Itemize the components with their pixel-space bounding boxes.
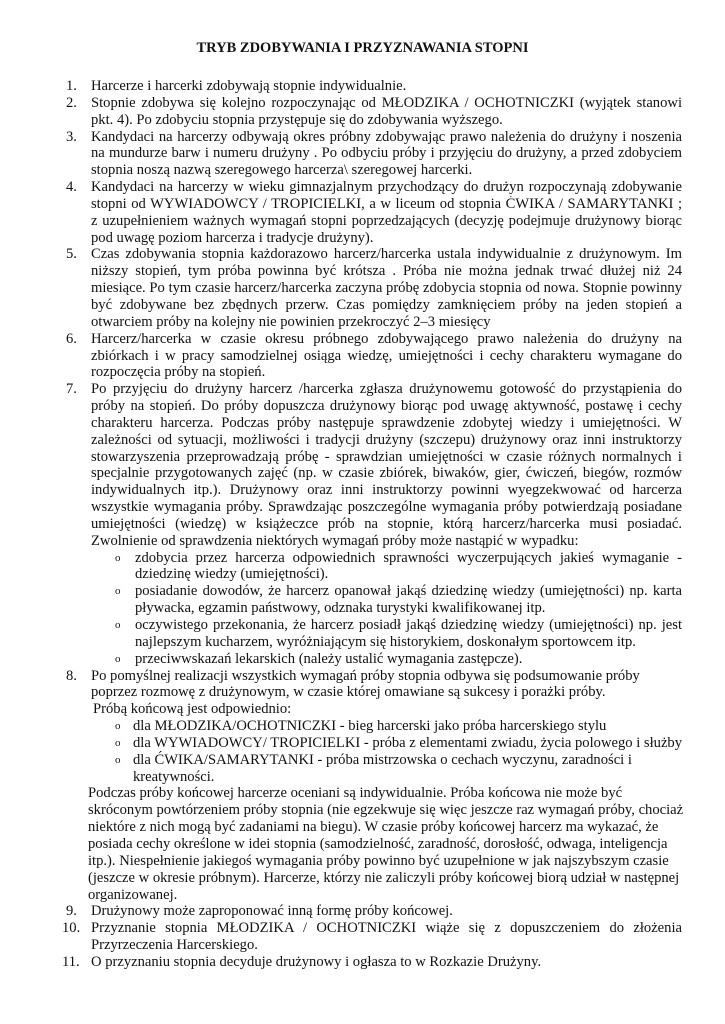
text-line: być zdobywane bez zbędnych przerw. Czas pomiędzy zamknięciem próby na jeden stopień a bbox=[91, 296, 682, 313]
text-line: itp.). Niespełnienie jakiegoś wymagania próby powinno być uzupełnione w jak najszybszym czasie bbox=[88, 852, 669, 869]
list-item-line bbox=[0, 364, 725, 381]
bullet-item-line bbox=[0, 550, 725, 567]
text-line: Drużynowy może zaproponować inną formę próby końcowej. bbox=[91, 903, 453, 920]
list-number: 10. bbox=[62, 920, 81, 937]
text-line: rozpoczęcia próby na stopień. bbox=[91, 364, 266, 381]
text-line: pkt. 4). Po zdobyciu stopnia przystępuje się do zdobywania wyższego. bbox=[91, 111, 503, 128]
document-title: TRYB ZDOBYWANIA I PRZYZNAWANIA STOPNI bbox=[196, 40, 529, 56]
text-line: dla ĆWIKA/SAMARYTANKI - próba mistrzowska o cechach wyczynu, zaradności i bbox=[133, 751, 632, 768]
list-number: 8. bbox=[66, 667, 77, 684]
list-item-line bbox=[0, 213, 725, 230]
text-line: Kandydaci na harcerzy w wieku gimnazjalnym przychodzący do drużyn rozpoczynają zdobywanie bbox=[91, 179, 682, 196]
list-item-line bbox=[0, 314, 725, 331]
list-item-line bbox=[0, 482, 725, 499]
list-number: 3. bbox=[66, 128, 77, 145]
bullet-item-line bbox=[0, 634, 725, 651]
text-line: miesiące. Po tym czasie harcerz/harcerka zaczyna próbę zdobycia stopnia od nowa. Stopnie powinny bbox=[91, 280, 682, 297]
paragraph-line bbox=[0, 853, 725, 870]
text-line: Harcerze i harcerki zdobywają stopnie indywidualnie. bbox=[91, 78, 407, 94]
text-line: zależności od sytuacji, możliwości i tradycji drużyny (szczepu) drużynowy oraz inni instruktorzy bbox=[91, 431, 682, 448]
text-line: wszystkie wymagania próby. Sprawdzając poszczególne wymagania próby potwierdzają posiadane bbox=[91, 499, 682, 516]
list-item-line bbox=[0, 95, 725, 112]
list-item-line bbox=[0, 246, 725, 263]
bullet-item-line bbox=[0, 600, 725, 617]
list-item-line bbox=[0, 179, 725, 196]
text-line: posiadanie dowodów, że harcerz opanował jakąś dziedzinę wiedzy (umiejętności) np. karta bbox=[135, 583, 682, 600]
text-line: na mundurze barw i numeru drużyny . Po odbyciu próby i przyjęciu do drużyny, a przed zdobyciem bbox=[91, 145, 682, 162]
text-line: dla MŁODZIKA/OCHOTNICZKI - bieg harcerski jako próba harcerskiego stylu bbox=[133, 718, 607, 735]
text-line: Stopnie zdobywa się kolejno rozpoczynając od MŁODZIKA / OCHOTNICZKI (wyjątek stanowi bbox=[91, 94, 682, 111]
paragraph-line bbox=[0, 819, 725, 836]
bullet-item-line bbox=[0, 735, 725, 752]
list-item-line bbox=[0, 920, 725, 937]
list-item-line bbox=[0, 348, 725, 365]
list-item-line bbox=[0, 129, 725, 146]
list-number: 1. bbox=[66, 78, 77, 94]
text-line: umiejętności (wiedzę) w książeczce prób na stopnie, którą harcerz/harcerka musi posiadać. bbox=[91, 515, 682, 532]
list-item-line bbox=[0, 516, 725, 533]
bullet-circle-icon: o bbox=[115, 619, 121, 631]
list-item-line bbox=[0, 701, 725, 718]
bullet-item-line bbox=[0, 566, 725, 583]
text-line: Zwolnienie od sprawdzenia niektórych wymagań próby może nastąpić w wypadku: bbox=[91, 532, 579, 549]
text-line: Po pomyślnej realizacji wszystkich wymagań próby stopnia odbywa się podsumowanie próby bbox=[91, 667, 640, 684]
text-line: Podczas próby końcowej harcerze oceniani są indywidualnie. Próba końcowa nie może być bbox=[88, 785, 623, 802]
list-item-line bbox=[0, 533, 725, 550]
paragraph-line bbox=[0, 802, 725, 819]
text-line: poprzez rozmowę z drużynowym, w czasie której omawiane są sukcesy i porażki próby. bbox=[91, 684, 606, 701]
list-number: 9. bbox=[66, 903, 77, 920]
list-number: 7. bbox=[66, 381, 77, 398]
text-line: Harcerz/harcerka w czasie okresu próbnego zdobywającego prawo należenia do drużyny na bbox=[91, 330, 682, 347]
list-item-line bbox=[0, 449, 725, 466]
list-item-line bbox=[0, 263, 725, 280]
list-item-line bbox=[0, 331, 725, 348]
bullet-circle-icon: o bbox=[115, 585, 121, 598]
list-item-line bbox=[0, 499, 725, 516]
text-line: skróconym powtórzeniem próby stopnia (nie egzekwuje się więc jeszcze raz wymagań próby, chociaż bbox=[88, 802, 684, 819]
text-line: przeciwwskazań lekarskich (należy ustalić wymagania zastępcze). bbox=[135, 650, 523, 667]
list-number: 11. bbox=[62, 953, 80, 970]
list-number: 5. bbox=[66, 246, 77, 263]
text-line: Próbą końcową jest odpowiednio: bbox=[93, 701, 292, 718]
text-line: dla WYWIADOWCY/ TROPICIELKI - próba z elementami zwiadu, życia polowego i służby bbox=[133, 734, 683, 751]
list-item-line bbox=[0, 684, 725, 701]
bullet-item-line bbox=[0, 718, 725, 735]
list-item-line bbox=[0, 903, 725, 920]
text-line: posiada cechy określone w idei stopnia (samodzielność, zaradność, dorosłość, odwaga, inteligencja bbox=[88, 835, 668, 852]
list-item-line bbox=[0, 230, 725, 247]
list-item-line bbox=[0, 196, 725, 213]
text-line: niektóre z nich mogą być zadaniami na biegu). W czasie próby końcowej harcerz ma wykazać, że bbox=[88, 819, 659, 836]
bullet-circle-icon: o bbox=[115, 551, 121, 564]
list-item-line bbox=[0, 381, 725, 398]
text-line: (jeszcze w okresie próbnym). Harcerze, którzy nie zaliczyli próby końcowej biorą udział w następnej bbox=[88, 869, 680, 886]
text-line: stopnia noszą nazwą szeregowego harcerza\ szeregowej harcerki. bbox=[91, 162, 473, 179]
list-item-line bbox=[0, 280, 725, 297]
list-item-line bbox=[0, 937, 725, 954]
bullet-circle-icon: o bbox=[115, 736, 121, 749]
text-line: otwarciem próby na kolejny nie powinien przekroczyć 2–3 miesięcy bbox=[91, 313, 491, 330]
list-item-line bbox=[0, 954, 725, 971]
bullet-item-line bbox=[0, 651, 725, 668]
text-line: Kandydaci na harcerzy odbywają okres próbny zdobywając prawo należenia do drużyny i noszenia bbox=[91, 128, 682, 145]
text-line: niższy stopień, tym próba powinna być krótsza . Próba nie można jednak trwać dłużej niż 24 bbox=[91, 263, 682, 280]
text-line: indywidualnych itp.). Drużynowy oraz inni instruktorzy powinni wyegzekwować od harcerza bbox=[91, 482, 682, 499]
text-line: specjalnie przygotowanych zajęć (np. w czasie zbiórek, biwaków, gier, ćwiczeń, biegów, rozmów bbox=[91, 465, 682, 482]
list-item-line bbox=[0, 162, 725, 179]
list-item-line bbox=[0, 432, 725, 449]
list-number: 4. bbox=[66, 179, 77, 196]
paragraph-line bbox=[0, 870, 725, 887]
bullet-item-line bbox=[0, 752, 725, 769]
text-line: charakteru harcerza. Podczas próby następuje sprawdzenie zdobytej wiedzy i umiejętności. W bbox=[91, 414, 682, 431]
text-line: O przyznaniu stopnia decyduje drużynowy i ogłasza to w Rozkazie Drużyny. bbox=[91, 953, 542, 970]
paragraph-line bbox=[0, 887, 725, 904]
text-line: organizowanej. bbox=[88, 886, 178, 903]
text-line: stopni od WYWIADOWCY / TROPICIELKI, a w liceum od stopnia ĆWIKA / SAMARYTANKI ; bbox=[91, 195, 682, 212]
bullet-item-line bbox=[0, 769, 725, 786]
list-number: 6. bbox=[66, 330, 77, 347]
numbered-list bbox=[0, 78, 725, 971]
list-item-line bbox=[0, 112, 725, 129]
text-line: pływacka, egzamin państwowy, odznaka turystyki kwalifikowanej itp. bbox=[135, 600, 546, 617]
list-item-line bbox=[0, 297, 725, 314]
list-item-line bbox=[0, 668, 725, 685]
text-line: kreatywności. bbox=[133, 768, 215, 785]
text-line: próby na stopień. Do próby dopuszcza drużynowy biorąc pod uwagę aktywność, postawę i cechy bbox=[91, 398, 682, 415]
text-line: stowarzyszenia przeprowadzają próbę - sprawdzian umiejętności w czasie różnych normalnych i bbox=[91, 448, 682, 465]
list-item-line bbox=[0, 465, 725, 482]
list-item-line bbox=[0, 415, 725, 432]
text-line: oczywistego przekonania, że harcerz posiadł jakąś dziedzinę wiedzy (umiejętności) np. jest bbox=[135, 617, 682, 633]
text-line: zbiórkach i w pracy samodzielnej osiąga wiedzę, umiejętności i cechy charakteru wymagane do bbox=[91, 347, 682, 364]
list-number: 2. bbox=[66, 94, 77, 111]
list-item-line bbox=[0, 78, 725, 95]
bullet-item-line bbox=[0, 583, 725, 600]
bullet-circle-icon: o bbox=[115, 720, 121, 733]
bullet-circle-icon: o bbox=[115, 753, 121, 766]
text-line: zdobycia przez harcerza odpowiednich sprawności wyczerpujących jakieś wymaganie - bbox=[135, 549, 682, 566]
paragraph-line bbox=[0, 836, 725, 853]
text-line: Przyrzeczenia Harcerskiego. bbox=[91, 937, 258, 954]
text-line: dziedzinę wiedzy (umiejętności). bbox=[135, 566, 329, 583]
text-line: z uzupełnieniem ważnych wymagań stopni poprzedzających (decyzję podejmuje drużynowy biorąc bbox=[91, 212, 682, 229]
text-line: Czas zdobywania stopnia każdorazowo harcerz/harcerka ustala indywidualnie z drużynowym. Im bbox=[91, 246, 682, 263]
bullet-item-line bbox=[0, 617, 725, 634]
bullet-circle-icon: o bbox=[115, 652, 121, 665]
text-line: Po przyjęciu do drużyny harcerz /harcerka zgłasza drużynowemu gotowość do przystąpienia do bbox=[91, 381, 682, 398]
text-line: najlepszym kucharzem, wyróżniającym się historykiem, doskonałym sportowcem itp. bbox=[135, 633, 636, 650]
paragraph-line bbox=[0, 785, 725, 802]
list-item-line bbox=[0, 398, 725, 415]
text-line: Przyznanie stopnia MŁODZIKA / OCHOTNICZKI wiąże się z dopuszczeniem do złożenia bbox=[91, 920, 682, 937]
text-line: pod uwagę poziom harcerza i tradycje drużyny). bbox=[91, 229, 374, 246]
list-item-line bbox=[0, 145, 725, 162]
